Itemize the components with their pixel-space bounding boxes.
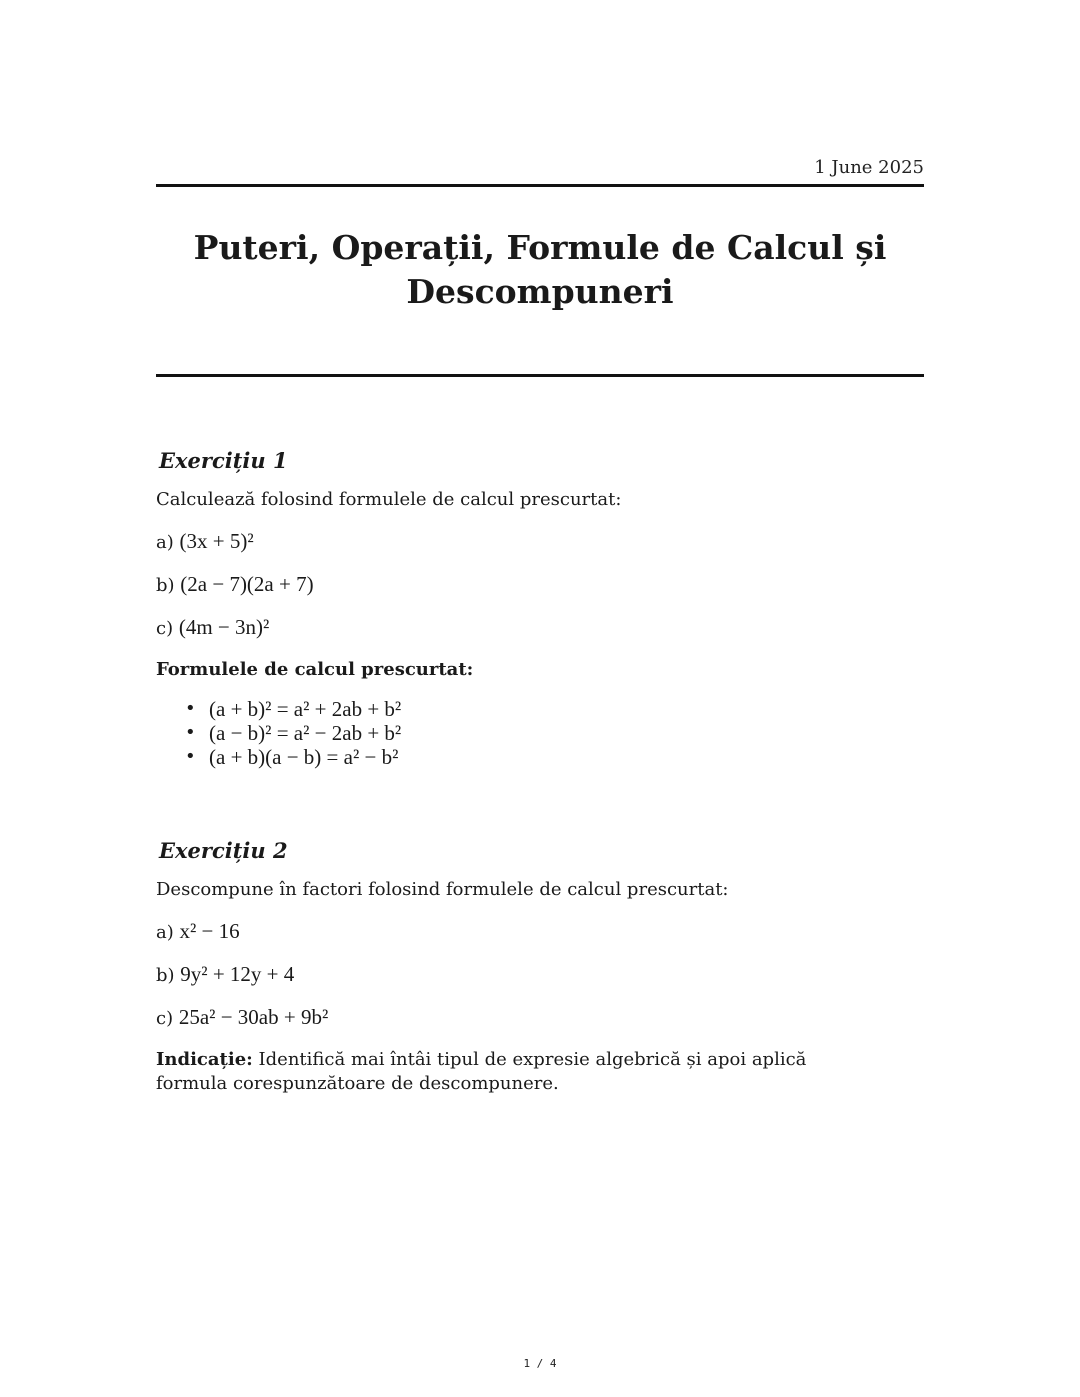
document-date: 1 June 2025: [814, 157, 924, 178]
exercise-2-instruction: Descompune în factori folosind formulele de calcul prescurtat:: [156, 879, 729, 900]
page-title: [156, 226, 924, 314]
exercise-2-item-a: [156, 919, 924, 945]
item-label: b): [156, 575, 175, 596]
item-label: b): [156, 965, 175, 986]
formulas-heading: Formulele de calcul prescurtat:: [156, 659, 474, 680]
page-number: 1 / 4: [523, 1357, 557, 1370]
title-line-2: Descompuneri: [406, 272, 674, 311]
exercise-1: [156, 446, 924, 769]
exercise-1-item-b: [156, 572, 924, 598]
exercise-1-heading: Exercițiu 1: [159, 448, 288, 473]
exercise-1-item-a: [156, 529, 924, 555]
exercise-2-item-b: [156, 962, 924, 988]
title-line-1: Puteri, Operații, Formule de Calcul și: [193, 228, 887, 267]
hint-label: Indicație:: [156, 1049, 253, 1070]
item-label: c): [156, 618, 174, 639]
item-expression: x² − 16: [179, 919, 240, 943]
header-rule: [156, 184, 924, 187]
hint-paragraph: [156, 1048, 836, 1096]
item-expression: (3x + 5)²: [179, 529, 254, 553]
exercise-2: [156, 836, 924, 1096]
item-label: a): [156, 922, 174, 943]
item-label: a): [156, 532, 174, 553]
formula-item: • (a − b)² = a² − 2ab + b²: [156, 721, 924, 745]
item-expression: (2a − 7)(2a + 7): [180, 572, 314, 596]
exercise-2-item-c: [156, 1005, 924, 1031]
formulas-list: [156, 697, 924, 769]
formula-item: • (a + b)² = a² + 2ab + b²: [156, 697, 924, 721]
item-expression: 9y² + 12y + 4: [180, 962, 295, 986]
exercise-1-instruction: Calculează folosind formulele de calcul prescurtat:: [156, 489, 622, 510]
item-expression: 25a² − 30ab + 9b²: [178, 1005, 329, 1029]
title-rule: [156, 374, 924, 377]
hint-text: Identifică mai întâi tipul de expresie algebrică și apoi aplică formula corespunzătoare de descompunere.: [156, 1049, 807, 1094]
formula-item: • (a + b)(a − b) = a² − b²: [156, 745, 924, 769]
item-label: c): [156, 1008, 174, 1029]
item-expression: (4m − 3n)²: [178, 615, 270, 639]
exercise-1-item-c: [156, 615, 924, 641]
exercise-2-heading: Exercițiu 2: [159, 838, 288, 863]
